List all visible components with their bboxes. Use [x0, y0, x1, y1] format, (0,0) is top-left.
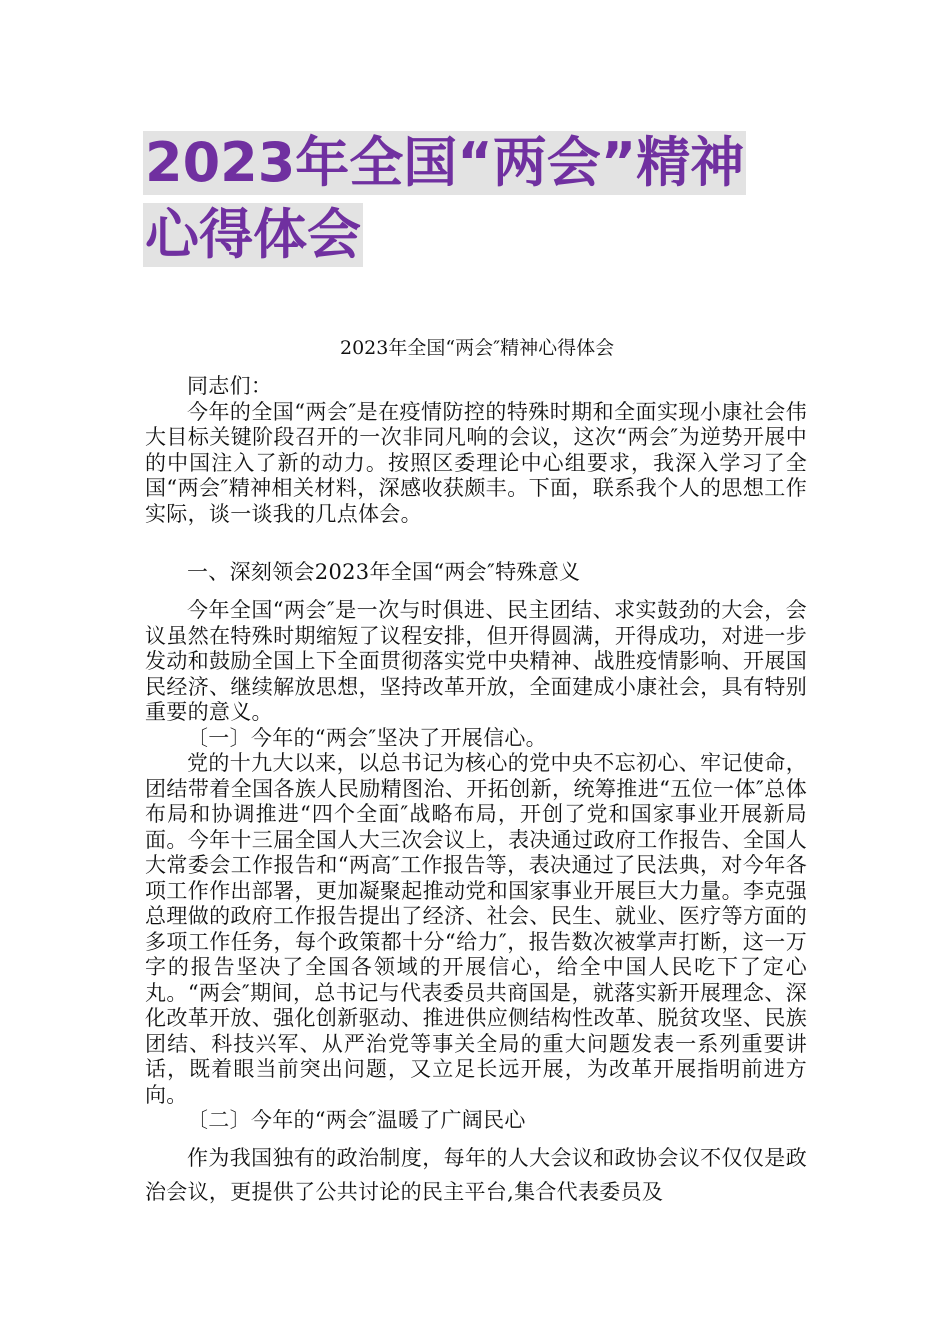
banner-title-text-1: 2023年全国“两会”精神: [145, 131, 745, 194]
banner-title-line-1: [143, 131, 950, 195]
paragraph-confidence: 党的十九大以来，以总书记为核心的党中央不忘初心、牢记使命，团结带着全国各族人民励精图治、开拓创新，统筹推进“五位一体″总体布局和协调推进“四个全面″战略布局，开创了党和国家事业开展新局面。今年十三届全国人大三次会议上，表决通过政府工作报告、全国人大常委会工作报告和“两高″工作报告等，表决通过了民法典，对今年各项工作作出部署，更加凝聚起推动党和国家事业开展巨大力量。李克强总理做的政府工作报告提出了经济、社会、民生、就业、医疗等方面的多项工作任务，每个政策都十分“给力″，报告数次被掌声打断，这一万字的报告坚决了全国各领域的开展信心，给全中国人民吃下了定心丸。“两会″期间，总书记与代表委员共商国是，就落实新开展理念、深化改革开放、强化创新驱动、推进供应侧结构性改革、脱贫攻坚、民族团结、科技兴军、从严治党等事关全局的重大问题发表一系列重要讲话，既着眼当前突出问题，又立足长远开展，为改革开展指明前进方向。: [145, 751, 807, 1107]
salutation: 同志们：: [187, 374, 273, 398]
body-block-main: [145, 598, 807, 1134]
paragraph-intro: 今年的全国“两会″是在疫情防控的特殊时期和全面实现小康社会伟大目标关键阶段召开的一次非同凡响的会议，这次“两会″为逆势开展中的中国注入了新的动力。按照区委理论中心组要求，我深入学习了全国“两会″精神相关材料，深感收获颇丰。下面，联系我个人的思想工作实际，谈一谈我的几点体会。: [145, 399, 807, 526]
banner-title-text-2: 心得体会: [145, 203, 361, 266]
subheading-1: 〔一〕今年的“两会″坚决了开展信心。: [187, 725, 547, 750]
section-heading-1: 一、深刻领会2023年全国“两会″特殊意义: [187, 560, 581, 584]
paragraph-significance: 今年全国“两会″是一次与时俱进、民主团结、求实鼓劲的大会，会议虽然在特殊时期缩短了议程安排，但开得圆满，开得成功，对进一步发动和鼓励全国上下全面贯彻落实党中央精神、战胜疫情影响、开展国民经济、继续解放思想，坚持改革开放，全面建成小康社会，具有特别重要的意义。: [145, 598, 807, 724]
banner-title-line-2: [143, 203, 950, 267]
subheading-2: 〔二〕今年的“两会″温暖了广阔民心: [187, 1108, 526, 1132]
paragraph-political-system: 作为我国独有的政治制度，每年的人大会议和政协会议不仅仅是政治会议，更提供了公共讨论的民主平台,集合代表委员及: [145, 1146, 807, 1204]
body-block-heading: [145, 560, 807, 586]
body-block-tail: [145, 1141, 807, 1209]
body-block-intro: [145, 374, 807, 527]
document-subtitle: 2023年全国“两会″精神心得体会: [340, 337, 615, 359]
